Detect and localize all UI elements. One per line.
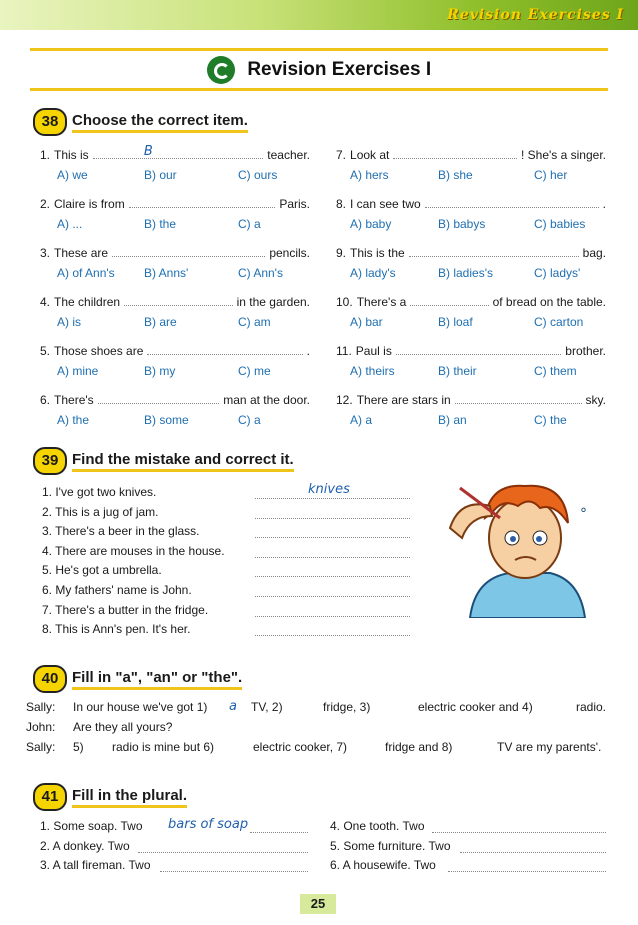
speaker-sally-1: Sally: xyxy=(26,700,56,714)
option-a: A) hers xyxy=(350,168,389,182)
option-b: B) Anns' xyxy=(144,266,189,280)
ex41-item-3: 3. A tall fireman. Two xyxy=(40,858,151,872)
header-band xyxy=(0,0,638,30)
option-a: A) ... xyxy=(57,217,83,231)
speaker-john: John: xyxy=(26,720,56,734)
answer-blank xyxy=(129,197,276,208)
question-number: 9. xyxy=(336,246,347,260)
option-b: B) ladies's xyxy=(438,266,493,280)
answer-blank xyxy=(410,295,488,306)
option-a: A) a xyxy=(350,413,373,427)
option-c: C) Ann's xyxy=(238,266,283,280)
ex39-blank-2 xyxy=(255,508,410,519)
ex39-blank-3 xyxy=(255,527,410,538)
option-c: C) the xyxy=(534,413,567,427)
confused-boy-illustration xyxy=(430,468,610,618)
ex38-question-7 xyxy=(336,148,606,162)
option-b: B) my xyxy=(144,364,176,378)
ex39-blank-6 xyxy=(255,586,410,597)
option-a: A) is xyxy=(57,315,81,329)
ex39-sentence-4: 4. There are mouses in the house. xyxy=(42,543,225,558)
option-b: B) the xyxy=(144,217,177,231)
ex41-answer-1: bars of soap xyxy=(168,817,249,832)
option-c: C) babies xyxy=(534,217,586,231)
ex39-blank-4 xyxy=(255,547,410,558)
option-a: A) the xyxy=(57,413,90,427)
ex39-sentence-8: 8. This is Ann's pen. It's her. xyxy=(42,622,191,637)
question-text: This is xyxy=(54,148,89,162)
question-text: Look at xyxy=(350,148,390,162)
ex38-number: 38 xyxy=(33,108,67,136)
question-number: 10. xyxy=(336,295,353,309)
question-text: I can see two xyxy=(350,197,421,211)
title-bar xyxy=(30,48,608,92)
option-c: C) ladys' xyxy=(534,266,581,280)
ex38-question-11 xyxy=(336,344,606,358)
question-text-end: brother. xyxy=(565,344,606,358)
answer-blank xyxy=(425,197,599,208)
ex40-l1-part2: TV, 2) xyxy=(251,700,283,714)
question-text: Claire is from xyxy=(54,197,125,211)
question-text: There are stars in xyxy=(356,393,451,407)
question-number: 8. xyxy=(336,197,347,211)
answer-blank xyxy=(409,246,579,257)
blank-41-5 xyxy=(460,842,606,853)
blank-41-6 xyxy=(448,861,606,872)
option-c: C) a xyxy=(238,413,261,427)
page-title: Revision Exercises I xyxy=(247,59,432,80)
question-text: The children xyxy=(54,295,121,309)
ex38-question-5 xyxy=(40,344,310,358)
ex40-l1-part4: electric cooker and 4) xyxy=(418,700,533,714)
ex38-question-9 xyxy=(336,246,606,260)
ex39-sentence-2: 2. This is a jug of jam. xyxy=(42,504,159,519)
ex41-item-2: 2. A donkey. Two xyxy=(40,839,130,853)
answer-blank xyxy=(124,295,233,306)
question-number: 3. xyxy=(40,246,51,260)
ex40-l3-part2: radio is mine but 6) xyxy=(112,740,215,754)
ex41-item-4: 4. One tooth. Two xyxy=(330,819,425,833)
ex40-l1-part1: In our house we've got 1) xyxy=(73,700,208,714)
question-text-end: of bread on the table. xyxy=(492,295,606,309)
option-b: B) an xyxy=(438,413,467,427)
question-number: 6. xyxy=(40,393,51,407)
ex39-sentence-6: 6. My fathers' name is John. xyxy=(42,583,192,597)
ex41-item-5: 5. Some furniture. Two xyxy=(330,839,451,853)
ex39-blank-8 xyxy=(255,625,410,636)
ex39-title: Find the mistake and correct it. xyxy=(72,451,294,472)
running-title: Revision Exercises I xyxy=(447,7,624,23)
ex38-question-8 xyxy=(336,197,606,211)
question-number: 11. xyxy=(336,344,352,358)
ex38-question-4 xyxy=(40,295,310,309)
option-b: B) loaf xyxy=(438,315,473,329)
question-number: 7. xyxy=(336,148,347,162)
ex39-answer-1: knives xyxy=(308,482,350,497)
answer-blank xyxy=(93,144,264,159)
option-b: B) babys xyxy=(438,217,486,231)
option-a: A) of Ann's xyxy=(57,266,115,280)
question-text: This is the xyxy=(350,246,405,260)
ex41-number: 41 xyxy=(33,783,67,811)
answer-blank xyxy=(112,246,265,257)
question-text-end: pencils. xyxy=(269,246,310,260)
option-b: B) their xyxy=(438,364,477,378)
ex38-title: Choose the correct item. xyxy=(72,112,248,133)
ex39-sentence-5: 5. He's got a umbrella. xyxy=(42,563,162,578)
question-text-end: teacher. xyxy=(267,148,310,162)
option-c: C) carton xyxy=(534,315,584,329)
question-text-end: . xyxy=(602,197,606,211)
blank-41-2 xyxy=(138,842,308,853)
answer-blank xyxy=(455,393,582,404)
question-text: Paul is xyxy=(355,344,392,358)
ex41-heading xyxy=(33,783,187,809)
ex40-answer-1: a xyxy=(229,699,237,714)
option-b: B) are xyxy=(144,315,177,329)
answer-blank xyxy=(98,393,220,404)
ex39-sentence-7: 7. There's a butter in the fridge. xyxy=(42,602,209,617)
refresh-icon xyxy=(207,56,235,84)
ex40-title: Fill in "a", "an" or "the". xyxy=(72,669,242,690)
option-c: C) me xyxy=(238,364,271,378)
question-number: 5. xyxy=(40,344,51,358)
ex40-l3-part5: TV are my parents'. xyxy=(497,740,602,754)
question-text: There's xyxy=(54,393,94,407)
option-a: A) we xyxy=(57,168,88,182)
option-c: C) them xyxy=(534,364,577,378)
ex40-l3-part4: fridge and 8) xyxy=(385,740,453,754)
question-number: 2. xyxy=(40,197,51,211)
ex39-blank-7 xyxy=(255,606,410,617)
option-b: B) she xyxy=(438,168,473,182)
option-a: A) bar xyxy=(350,315,383,329)
option-c: C) ours xyxy=(238,168,278,182)
option-c: C) am xyxy=(238,315,271,329)
page-number: 25 xyxy=(300,894,336,914)
ex40-l1-part5: radio. xyxy=(576,700,607,714)
option-a: A) lady's xyxy=(350,266,396,280)
question-text-end: man at the door. xyxy=(223,393,310,407)
question-text-end: in the garden. xyxy=(236,295,310,309)
option-b: B) our xyxy=(144,168,177,182)
option-c: C) her xyxy=(534,168,568,182)
option-a: A) baby xyxy=(350,217,392,231)
speaker-sally-2: Sally: xyxy=(26,740,56,754)
ex38-question-2 xyxy=(40,197,310,211)
ex38-heading xyxy=(33,108,248,134)
question-text-end: bag. xyxy=(582,246,606,260)
ex40-number: 40 xyxy=(33,665,67,693)
blank-41-4 xyxy=(432,822,606,833)
ex40-l3-part3: electric cooker, 7) xyxy=(253,740,348,754)
ex40-l3-part1: 5) xyxy=(73,740,84,754)
ex40-heading xyxy=(33,665,242,691)
ex39-heading xyxy=(33,447,294,473)
question-text: These are xyxy=(54,246,109,260)
filled-answer: B xyxy=(143,144,153,159)
ex38-question-1 xyxy=(40,144,310,162)
ex39-sentence-1: 1. I've got two knives. xyxy=(42,485,157,499)
question-text-end: sky. xyxy=(585,393,606,407)
question-number: 4. xyxy=(40,295,51,309)
answer-blank xyxy=(396,344,561,355)
option-c: C) a xyxy=(238,217,261,231)
question-text-end: ! She's a singer. xyxy=(520,148,606,162)
question-text: Those shoes are xyxy=(54,344,144,358)
ex41-item-1: 1. Some soap. Two xyxy=(40,819,143,833)
ex38-question-12 xyxy=(336,393,606,407)
ex40-l1-part3: fridge, 3) xyxy=(323,700,371,714)
ex38-question-3 xyxy=(40,246,310,260)
option-b: B) some xyxy=(144,413,189,427)
ex38-question-10 xyxy=(336,295,606,309)
question-number: 12. xyxy=(336,393,353,407)
question-number: 1. xyxy=(40,148,51,162)
blank-41-3 xyxy=(160,861,308,872)
question-text: There's a xyxy=(356,295,407,309)
ex39-number: 39 xyxy=(33,447,67,475)
ex41-item-6: 6. A housewife. Two xyxy=(330,858,436,872)
question-text-end: Paris. xyxy=(279,197,310,211)
answer-blank xyxy=(393,148,517,159)
ex40-l2: Are they all yours? xyxy=(73,720,173,734)
question-text-end: . xyxy=(306,344,310,358)
ex39-sentence-3: 3. There's a beer in the glass. xyxy=(42,524,200,539)
blank-41-1 xyxy=(250,822,308,833)
option-a: A) mine xyxy=(57,364,99,378)
ex41-title: Fill in the plural. xyxy=(72,787,187,808)
ex39-blank-5 xyxy=(255,566,410,577)
svg-text:°: ° xyxy=(580,506,587,522)
answer-blank xyxy=(147,344,302,355)
option-a: A) theirs xyxy=(350,364,395,378)
ex38-question-6 xyxy=(40,393,310,407)
